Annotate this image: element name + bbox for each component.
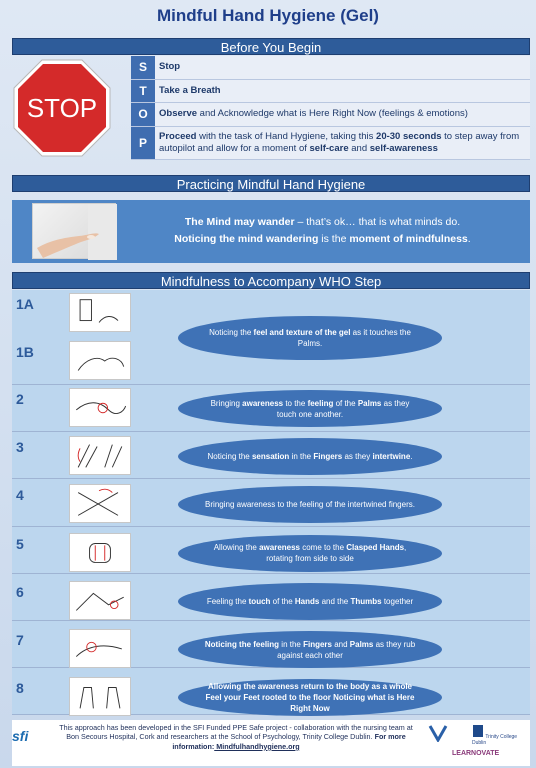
step-description-5: Allowing the awareness come to the Clasped Hands, rotating from side to side	[178, 535, 442, 572]
thumb-rotate-icon	[69, 581, 131, 620]
footer-link[interactable]: Mindfulhandhygiene.org	[214, 741, 300, 751]
step-description-1: Noticing the feel and texture of the gel as it touches the Palms.	[178, 316, 442, 360]
letter-o: O	[131, 103, 155, 126]
letter-s: S	[131, 56, 155, 79]
step-description-6: Feeling the touch of the Hands and the Thumbs together	[178, 583, 442, 620]
gel-dispense-icon	[69, 293, 131, 332]
practice-line1-rest: – that’s ok… that is what minds do.	[294, 216, 461, 228]
section-practicing: Practicing Mindful Hand Hygiene	[12, 175, 530, 192]
bon-secours-logo-icon	[426, 724, 450, 744]
step-number-5: 5	[16, 535, 24, 552]
footer	[12, 720, 530, 766]
letter-t: T	[131, 80, 155, 103]
who-steps-table	[12, 290, 530, 715]
stop-row-p-bold: Proceed	[159, 130, 197, 142]
section-before-you-begin: Before You Begin	[12, 38, 530, 55]
step-description-4: Bringing awareness to the feeling of the intertwined fingers.	[178, 486, 442, 523]
step-number-8: 8	[16, 680, 24, 697]
clasped-hands-icon	[69, 533, 131, 572]
stop-row-p: P Proceed with the task of Hand Hygiene, taking this 20-30 seconds to step away from autopilot and allow for a moment of self-care and self-awareness	[131, 127, 530, 160]
practice-line2-bold2: moment of mindfulness	[349, 233, 468, 245]
step-description-3: Noticing the sensation in the Fingers as they intertwine.	[178, 438, 442, 475]
stop-row-o-bold: Observe	[159, 108, 198, 120]
step-number-4: 4	[16, 487, 24, 504]
gel-palm-icon	[69, 341, 131, 380]
stop-row-s	[131, 56, 530, 80]
fingers-interlaced-icon	[69, 436, 131, 475]
step-number-3: 3	[16, 439, 24, 456]
hand-gel-photo	[32, 203, 116, 259]
step-number-1A: 1A	[16, 296, 34, 312]
practice-panel: The Mind may wander – that’s ok… that is what minds do. Noticing the mind wandering is the moment of mindfulness.	[12, 200, 530, 263]
palm-to-palm-icon	[69, 388, 131, 427]
step-number-2: 2	[16, 391, 24, 407]
stop-row-t	[131, 80, 530, 104]
step-description-2: Bringing awareness to the feeling of the Palms as they touch one another.	[178, 390, 442, 427]
step-number-1B: 1B	[16, 343, 34, 360]
practice-line2-bold1: Noticing the mind wandering	[174, 233, 319, 245]
stop-acronym-list	[131, 56, 530, 160]
stop-row-t-text: Take a Breath	[159, 84, 221, 96]
sfi-logo: sfi	[12, 728, 29, 744]
learnovate-logo: LEARNOVATE	[452, 750, 500, 757]
page-title: Mindful Hand Hygiene (Gel)	[157, 6, 379, 25]
fingertips-rub-icon	[69, 629, 131, 668]
stop-sign-text: STOP	[26, 92, 98, 123]
stop-row-o	[131, 103, 530, 127]
step-number-6: 6	[16, 583, 24, 600]
practice-line1-bold: The Mind may wander	[184, 216, 295, 228]
fingers-intertwined-icon	[69, 484, 131, 523]
stop-row-s-text: Stop	[159, 61, 181, 73]
step-description-8: Allowing the awareness return to the body as a whole Feel your Feet rooted to the floor Noticing what is Here Right Now	[178, 679, 442, 716]
tcd-logo: Trinity College Dublin	[472, 724, 530, 746]
letter-p: P	[131, 127, 155, 159]
section-who-steps: Mindfulness to Accompany WHO Step	[12, 272, 530, 289]
footer-text: This approach has been developed in the SFI Funded PPE Safe project - collaboration with the nursing team at Bon Secours Hospital, Cork and researchers at the School of Psychology, Trinity College Dublin. For more information: Mindfulhandhygiene.org	[59, 723, 413, 751]
hands-done-icon	[69, 677, 131, 716]
step-number-7: 7	[16, 632, 24, 648]
stop-row-o-text: and Acknowledge what is Here Right Now (feelings & emotions)	[197, 108, 468, 120]
step-description-7: Noticing the feeling in the Fingers and Palms as they rub against each other	[178, 631, 442, 668]
